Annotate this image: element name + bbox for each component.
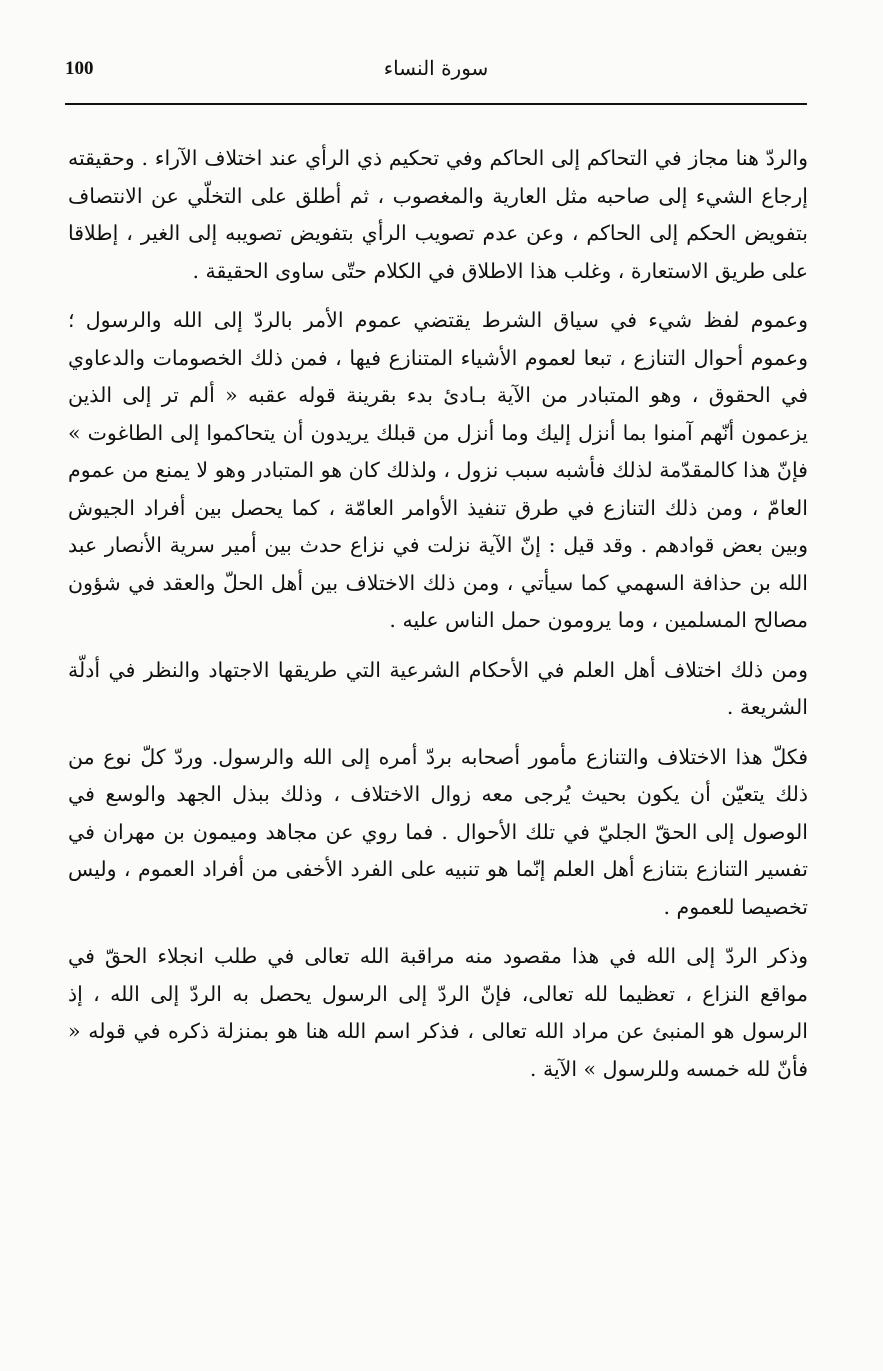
body-text [68,140,808,1088]
page-number: 100 [65,58,94,79]
running-title: سورة النساء [383,56,489,80]
paragraph: وذكر الردّ إلى الله في هذا مقصود منه مراقبة الله تعالى في طلب انجلاء الحقّ في مواقع النزاع ، تعظيما لله تعالى، فإنّ الردّ إلى الرسول يحصل به الردّ إلى الله ، إذ الرسول هو المنبئ عن مراد الله تعالى ، فذكر اسم الله هنا هو بمنزلة ذكره في قوله « فأنّ لله خمسه وللرسول » الآية . [68,944,808,1081]
paragraph: ومن ذلك اختلاف أهل العلم في الأحكام الشرعية التي طريقها الاجتهاد والنظر في أدلّة الشريعة . [68,657,808,719]
page-header [65,58,807,88]
paragraph: والردّ هنا مجاز في التحاكم إلى الحاكم وفي تحكيم ذي الرأي عند اختلاف الآراء . وحقيقته إرجاع الشيء إلى صاحبه مثل العارية والمغصوب ، ثم أطلق على التخلّي عن الانتصاف بتفويض الحكم إلى الحاكم ، وعن عدم تصويب الرأي بتفويض تصويبه إلى الغير ، إطلاقا على طريق الاستعارة ، وغلب هذا الاطلاق في الكلام حتّى ساوى الحقيقة . [68,146,808,283]
header-divider [65,103,807,105]
paragraph: فكلّ هذا الاختلاف والتنازع مأمور أصحابه بردّ أمره إلى الله والرسول. وردّ كلّ نوع من ذلك يتعيّن أن يكون بحيث يُرجى معه زوال الاختلاف ، وذلك ببذل الجهد والوسع في الوصول إلى الحقّ الجليّ في تلك الأحوال . فما روي عن مجاهد وميمون بن مهران في تفسير التنازع بتنازع أهل العلم إنّما هو تنبيه على الفرد الأخفى من أفراد العموم ، وليس تخصيصا للعموم . [68,744,808,919]
paragraph: وعموم لفظ شيء في سياق الشرط يقتضي عموم الأمر بالردّ إلى الله والرسول ؛ وعموم أحوال التنازع ، تبعا لعموم الأشياء المتنازع فيها ، فمن ذلك الخصومات والدعاوي في الحقوق ، وهو المتبادر من الآية بـادئ بدء بقرينة قوله عقبه « ألم تر إلى الذين يزعمون أنّهم آمنوا بما أنزل إليك وما أنزل من قبلك يريدون أن يتحاكموا إلى الطاغوت » فإنّ هذا كالمقدّمة لذلك فأشبه سبب نزول ، ولذلك كان هو المتبادر وهو لا يمنع من عموم العامّ ، ومن ذلك التنازع في طرق تنفيذ الأوامر العامّة ، كما يحصل بين أفراد الجيوش وبين بعض قوادهم . وقد قيل : إنّ الآية نزلت في نزاع حدث بين أمير سرية الأنصار عبد الله بن حذافة السهمي كما سيأتي ، ومن ذلك الاختلاف بين أهل الحلّ والعقد في شؤون مصالح المسلمين ، وما يرومون حمل الناس عليه . [68,308,808,632]
